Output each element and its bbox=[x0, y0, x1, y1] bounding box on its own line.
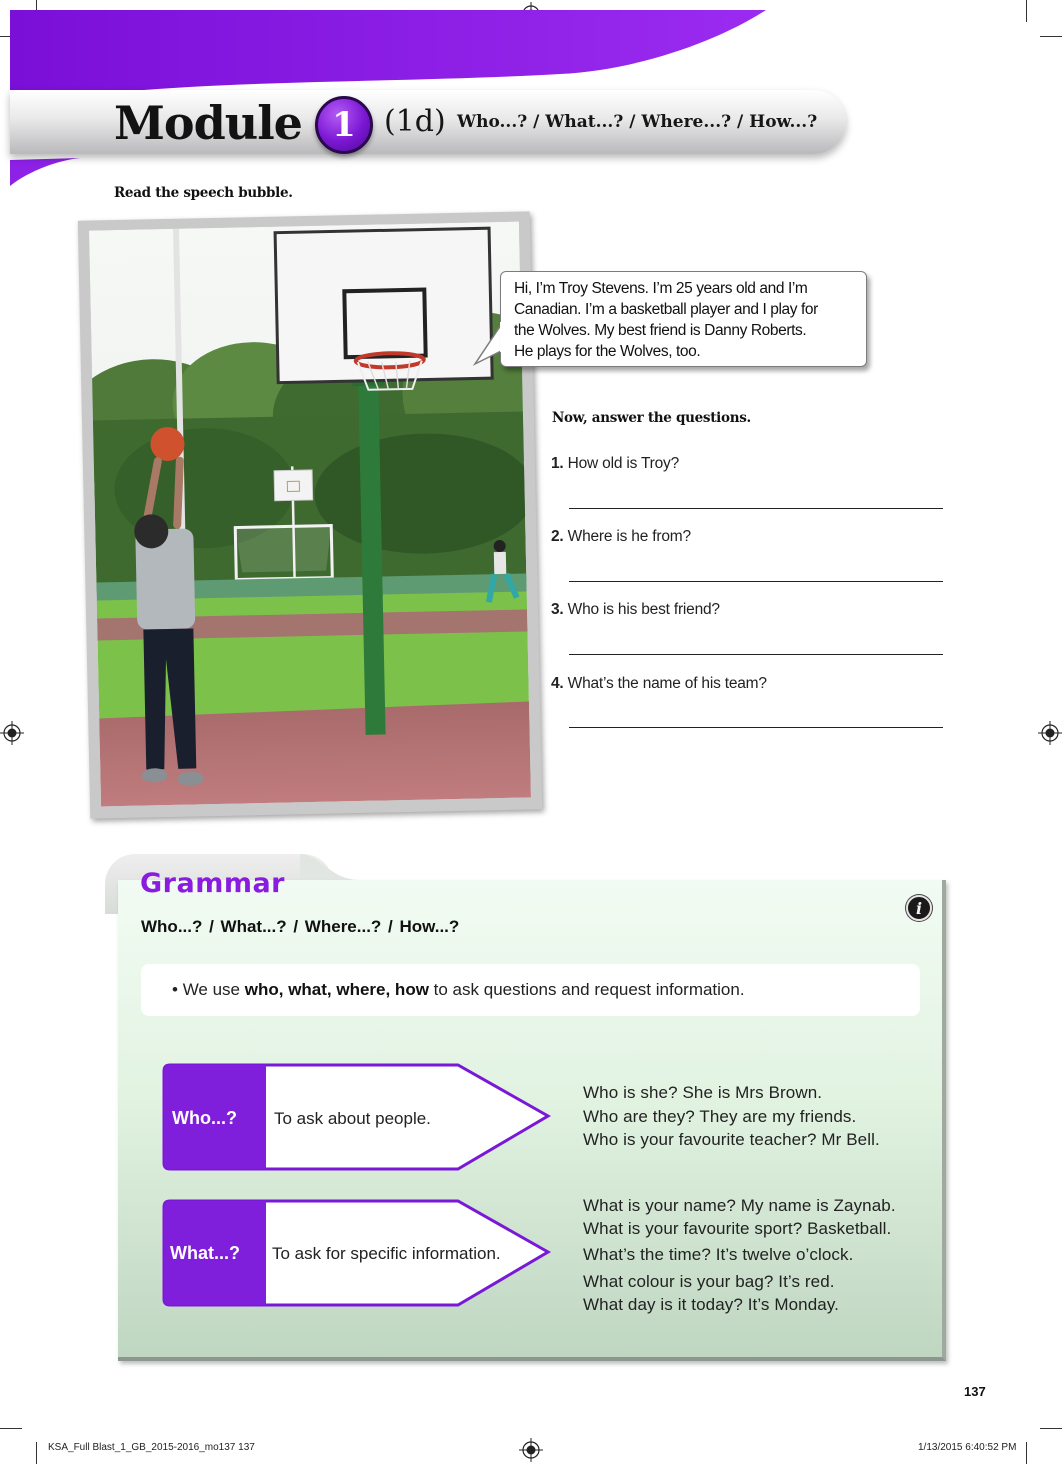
what-example: What day is it today? It’s Monday. bbox=[583, 1295, 840, 1314]
page-number: 137 bbox=[964, 1384, 986, 1399]
question-4 bbox=[551, 675, 767, 693]
who-example: Who are they? They are my friends. bbox=[583, 1107, 857, 1126]
answer-instruction: Now, answer the questions. bbox=[552, 410, 751, 426]
answer-line-4[interactable] bbox=[569, 727, 943, 728]
registration-mark-left bbox=[0, 721, 24, 745]
question-text: Who is his best friend? bbox=[567, 601, 720, 618]
what-label: What...? bbox=[170, 1243, 240, 1263]
who-label: Who...? bbox=[172, 1108, 237, 1128]
grammar-subtitle: Who...? / What...? / Where...? / How...? bbox=[141, 917, 460, 936]
speech-bubble-tail-join bbox=[500, 322, 504, 352]
print-slug-left: KSA_Full Blast_1_GB_2015-2016_mo137 137 bbox=[48, 1442, 255, 1453]
crop-mark-bottom-right bbox=[1040, 1428, 1062, 1429]
speech-bubble-line: the Wolves. My best friend is Danny Roberts. bbox=[514, 322, 807, 339]
rule-text-before: We use bbox=[182, 980, 245, 999]
question-text: How old is Troy? bbox=[567, 455, 680, 472]
grammar-heading: Grammar bbox=[140, 868, 285, 899]
crop-mark-bottom-left bbox=[0, 1428, 22, 1429]
crop-mark-bottom-right bbox=[1026, 1442, 1027, 1464]
what-description: To ask for specific information. bbox=[272, 1244, 501, 1263]
rule-text-bold: who, what, where, how bbox=[244, 980, 429, 999]
info-icon[interactable]: i bbox=[906, 895, 932, 921]
bullet: • bbox=[172, 980, 178, 999]
lesson-title: Who...? / What...? / Where...? / How...? bbox=[457, 112, 818, 132]
who-example: Who is your favourite teacher? Mr Bell. bbox=[583, 1130, 880, 1149]
question-text: Where is he from? bbox=[567, 528, 691, 545]
question-text: What’s the name of his team? bbox=[567, 675, 767, 692]
registration-mark-right bbox=[1038, 721, 1062, 745]
registration-mark-bottom bbox=[519, 1438, 543, 1462]
question-2 bbox=[551, 528, 691, 546]
speech-bubble-line: He plays for the Wolves, too. bbox=[514, 343, 701, 360]
basketball-photo bbox=[78, 211, 542, 818]
read-instruction: Read the speech bubble. bbox=[114, 185, 293, 201]
grammar-rule bbox=[172, 980, 745, 1000]
answer-line-2[interactable] bbox=[569, 581, 943, 582]
what-example: What is your favourite sport? Basketball. bbox=[583, 1219, 892, 1238]
rule-text-after: to ask questions and request information. bbox=[428, 980, 745, 999]
question-number: 2. bbox=[551, 528, 564, 545]
crop-mark-bottom-left bbox=[36, 1442, 37, 1464]
what-example: What is your name? My name is Zaynab. bbox=[583, 1196, 896, 1215]
speech-bubble-line: Hi, I’m Troy Stevens. I’m 25 years old and I’m bbox=[514, 280, 808, 297]
answer-line-1[interactable] bbox=[569, 508, 943, 509]
answer-line-3[interactable] bbox=[569, 654, 943, 655]
crop-mark-top-right bbox=[1040, 36, 1062, 37]
question-1 bbox=[551, 455, 679, 473]
lesson-code: (1d) bbox=[384, 104, 446, 139]
question-number: 3. bbox=[551, 601, 564, 618]
speech-bubble bbox=[500, 271, 867, 367]
basketball-scene-illustration bbox=[89, 222, 531, 807]
module-number-badge: 1 bbox=[315, 96, 373, 154]
what-example: What colour is your bag? It’s red. bbox=[583, 1272, 835, 1291]
who-example: Who is she? She is Mrs Brown. bbox=[583, 1083, 823, 1102]
what-example: What’s the time? It’s twelve o’clock. bbox=[583, 1245, 854, 1264]
question-number: 1. bbox=[551, 455, 564, 472]
crop-mark-top-right bbox=[1026, 0, 1027, 22]
question-3 bbox=[551, 601, 720, 619]
who-description: To ask about people. bbox=[274, 1109, 431, 1128]
speech-bubble-line: Canadian. I’m a basketball player and I play for bbox=[514, 301, 818, 318]
print-slug-right: 1/13/2015 6:40:52 PM bbox=[918, 1442, 1017, 1453]
question-number: 4. bbox=[551, 675, 564, 692]
module-title: Module bbox=[114, 96, 302, 150]
